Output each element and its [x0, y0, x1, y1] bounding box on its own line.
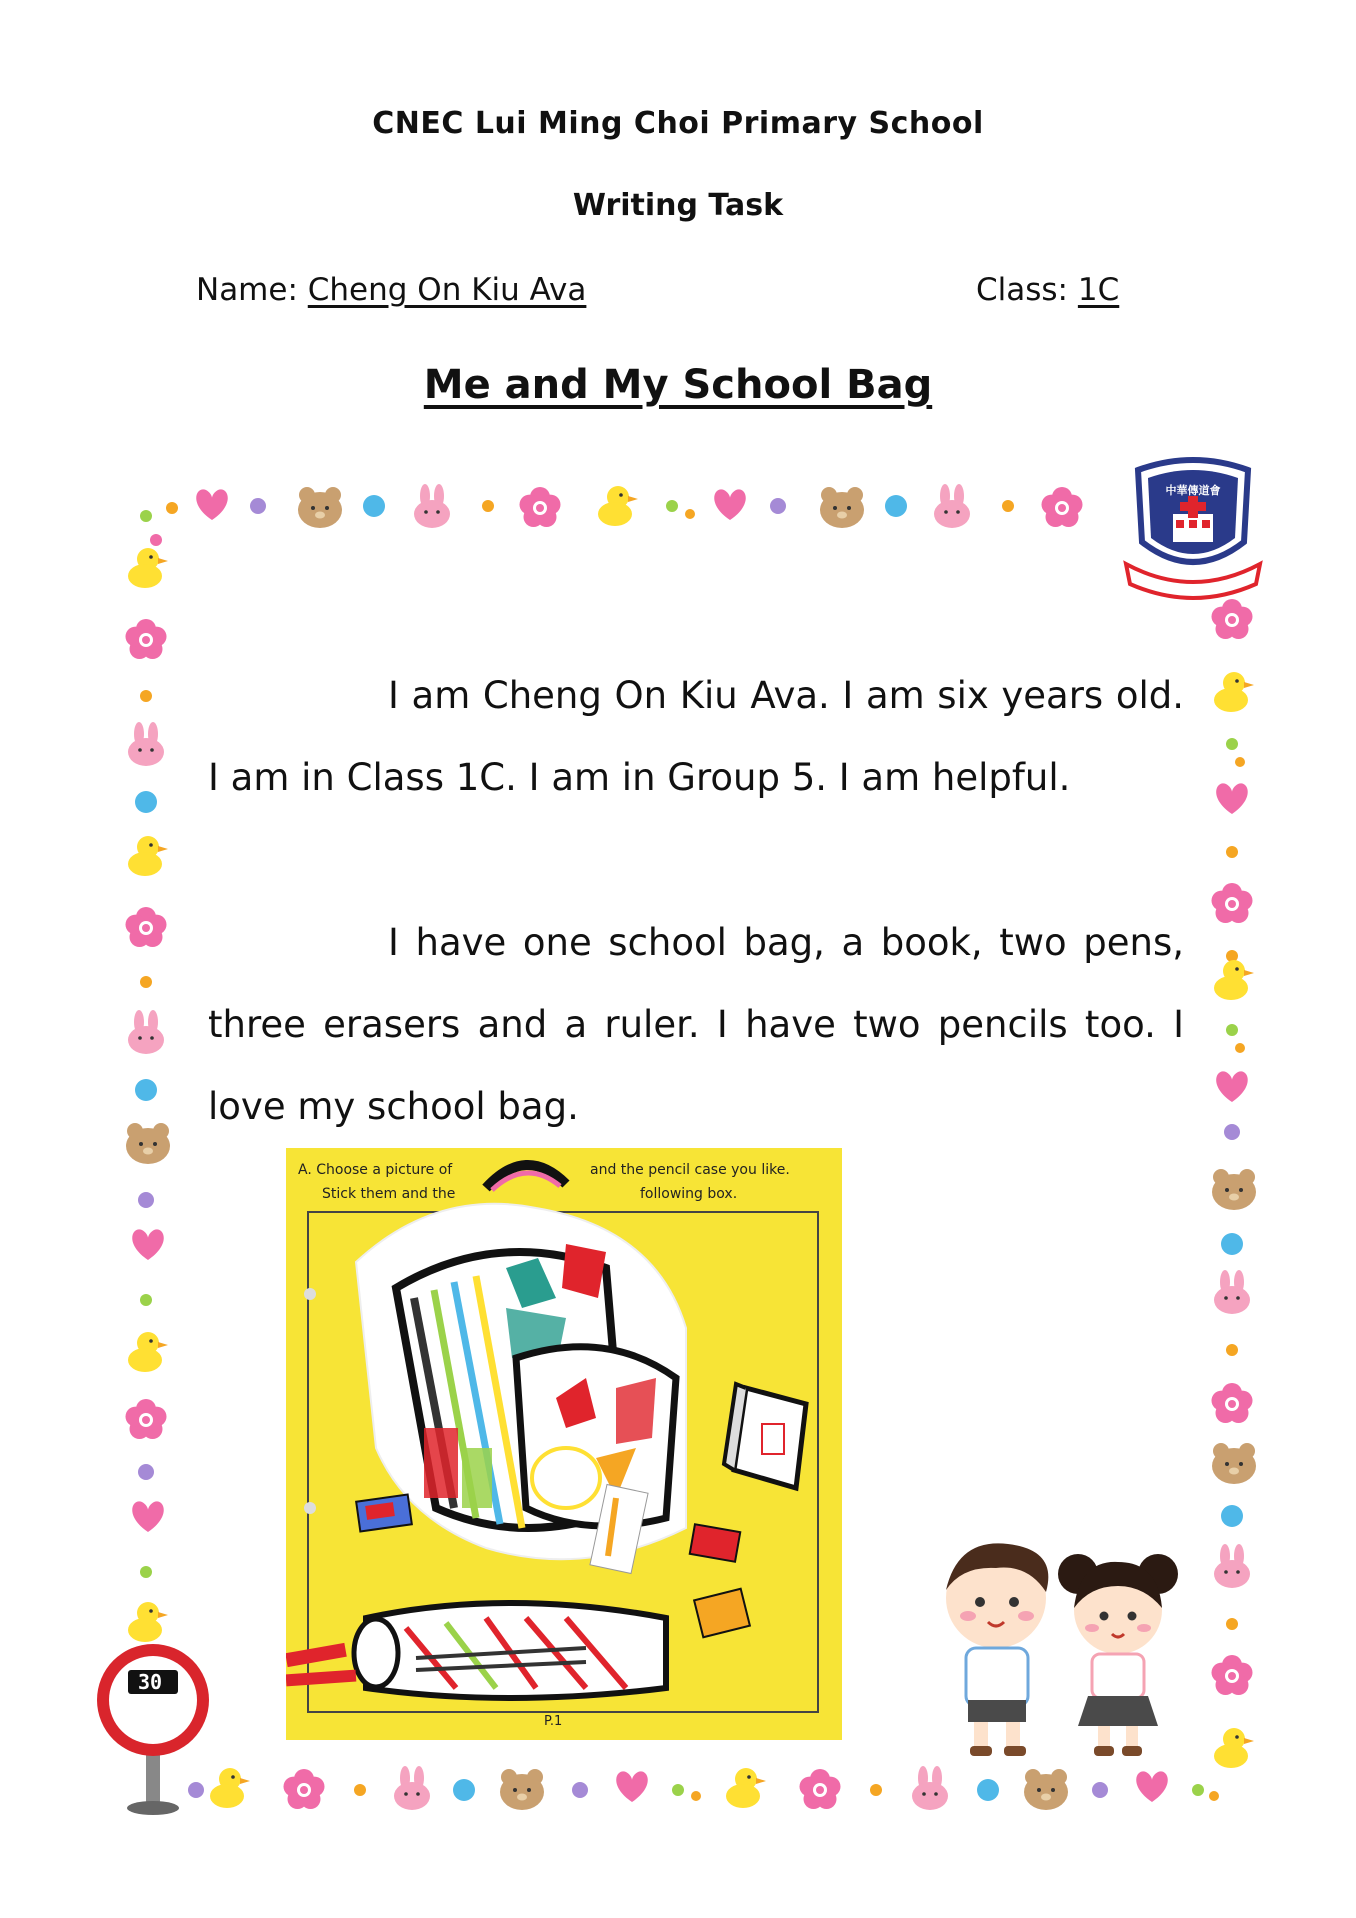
- student-name-line: [196, 272, 586, 308]
- bus-stop-sign: [90, 1640, 220, 1816]
- svg-text:中華傳道會: 中華傳道會: [1165, 484, 1221, 497]
- name-label: Name:: [196, 272, 298, 308]
- bus-route-number: 30: [138, 1670, 163, 1694]
- worksheet-drawing: [286, 1148, 842, 1740]
- photo-instruction-2: Stick them and the: [322, 1186, 456, 1202]
- photo-instruction-2b: following box.: [640, 1186, 738, 1202]
- paragraph-1: I am Cheng On Kiu Ava. I am six years old. I am in Class 1C. I am in Group 5. I am helpful.: [208, 674, 1184, 799]
- photo-instruction-1b: and the pencil case you like.: [590, 1162, 790, 1178]
- kids-illustration: [918, 1530, 1208, 1760]
- name-value: Cheng On Kiu Ava: [307, 272, 587, 308]
- bus-stop-icon: [90, 1640, 220, 1816]
- class-value: 1C: [1077, 272, 1120, 308]
- class-line: [976, 272, 1119, 308]
- photo-page-label: P.1: [544, 1714, 563, 1729]
- school-name: CNEC Lui Ming Choi Primary School: [372, 106, 984, 141]
- worksheet-photo: [286, 1148, 842, 1740]
- school-logo: [1118, 452, 1268, 612]
- photo-instruction-1: A. Choose a picture of: [298, 1162, 453, 1178]
- paragraph-2: I have one school bag, a book, two pens, three erasers and a ruler. I have two pencils too. I love my school bag.: [208, 921, 1184, 1128]
- class-label: Class:: [976, 272, 1069, 308]
- essay-title: Me and My School Bag: [423, 362, 933, 408]
- task-title: Writing Task: [572, 188, 784, 223]
